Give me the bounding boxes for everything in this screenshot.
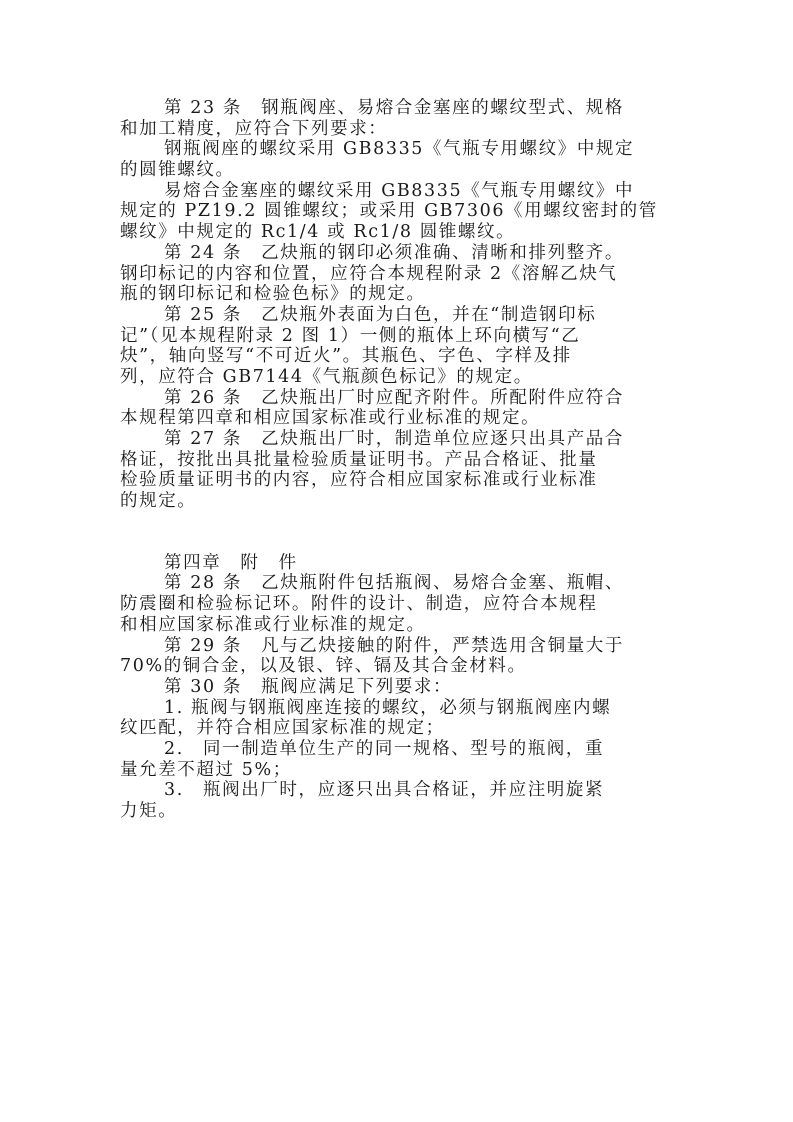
list-item-article-30-2: [120, 739, 660, 780]
text-line: 钢瓶阀座的螺纹采用 GB8335《气瓶专用螺纹》中规定: [164, 139, 635, 160]
text-line: 第 26 条 乙炔瓶出厂时应配齐附件。所配附件应符合: [164, 387, 624, 408]
text-line: 第 28 条 乙炔瓶附件包括瓶阀、易熔合金塞、瓶帽、: [164, 573, 624, 594]
section-gap: [120, 512, 660, 553]
paragraph-article-23-plug-seat: [120, 181, 660, 243]
text-line: 第 23 条 钢瓶阀座、易熔合金塞座的螺纹型式、规格: [164, 98, 624, 118]
paragraph-article-28: [120, 573, 660, 635]
text-line: 2. 同一制造单位生产的同一规格、型号的瓶阀，重: [164, 738, 605, 759]
text-line: 第 24 条 乙炔瓶的钢印必须准确、清晰和排列整齐。: [164, 242, 624, 263]
text-line: 瓶的钢印标记和检验色标》的规定。: [120, 284, 426, 305]
paragraph-article-27: [120, 429, 660, 512]
text-line: 列，应符合 GB7144《气瓶颜色标记》的规定。: [120, 366, 533, 387]
paragraph-article-26: [120, 388, 660, 429]
text-line: 第 27 条 乙炔瓶出厂时，制造单位应逐只出具产品合: [164, 429, 624, 449]
document-body: [120, 98, 660, 822]
text-line: 格证，按批出具批量检验质量证明书。产品合格证、批量: [120, 449, 598, 470]
text-line: 70%的铜合金，以及银、锌、镉及其合金材料。: [120, 656, 527, 677]
paragraph-article-23: [120, 98, 660, 139]
text-line: 纹匹配，并符合相应国家标准的规定；: [120, 718, 445, 739]
text-line: 记”（见本规程附录 2 图 1）一侧的瓶体上环向横写“乙: [120, 325, 581, 346]
paragraph-article-30: [120, 677, 660, 698]
text-line: 第 30 条 瓶阀应满足下列要求：: [164, 676, 453, 697]
paragraph-article-25: [120, 305, 660, 388]
paragraph-article-24: [120, 243, 660, 305]
text-line: 3. 瓶阀出厂时，应逐只出具合格证，并应注明旋紧: [164, 780, 605, 801]
text-line: 检验质量证明书的内容，应符合相应国家标准或行业标准: [120, 470, 598, 491]
list-item-article-30-1: [120, 698, 660, 739]
text-line: 力矩。: [120, 801, 178, 821]
text-line: 量允差不超过 5%；: [120, 759, 292, 780]
text-line: 炔”，轴向竖写“不可近火”。其瓶色、字色、字样及排: [120, 346, 572, 367]
paragraph-article-29: [120, 636, 660, 677]
text-line: 第 25 条 乙炔瓶外表面为白色，并在“制造钢印标: [164, 304, 597, 325]
text-line: 钢印标记的内容和位置，应符合本规程附录 2《溶解乙炔气: [120, 263, 618, 284]
text-line: 的圆锥螺纹。: [120, 160, 235, 181]
text-line: 防震圈和检验标记环。附件的设计、制造，应符合本规程: [120, 594, 598, 615]
list-item-article-30-3: [120, 780, 660, 821]
text-line: 螺纹》中规定的 Rc1/4 或 Rc1/8 圆锥螺纹。: [120, 222, 516, 243]
text-line: 本规程第四章和相应国家标准或行业标准的规定。: [120, 408, 541, 429]
text-line: 第 29 条 凡与乙炔接触的附件，严禁选用含铜量大于: [164, 635, 624, 656]
text-line: 的规定。: [120, 491, 197, 512]
text-line: 和加工精度，应符合下列要求：: [120, 118, 388, 139]
paragraph-article-23-valve-seat: [120, 139, 660, 180]
text-line: 规定的 PZ19.2 圆锥螺纹；或采用 GB7306《用螺纹密封的管: [120, 201, 658, 222]
chapter-heading: 第四章 附 件: [164, 552, 298, 573]
text-line: 1. 瓶阀与钢瓶阀座连接的螺纹，必须与钢瓶阀座内螺: [164, 697, 612, 718]
text-line: 易熔合金塞座的螺纹采用 GB8335《气瓶专用螺纹》中: [164, 180, 635, 201]
text-line: 和相应国家标准或行业标准的规定。: [120, 614, 426, 635]
